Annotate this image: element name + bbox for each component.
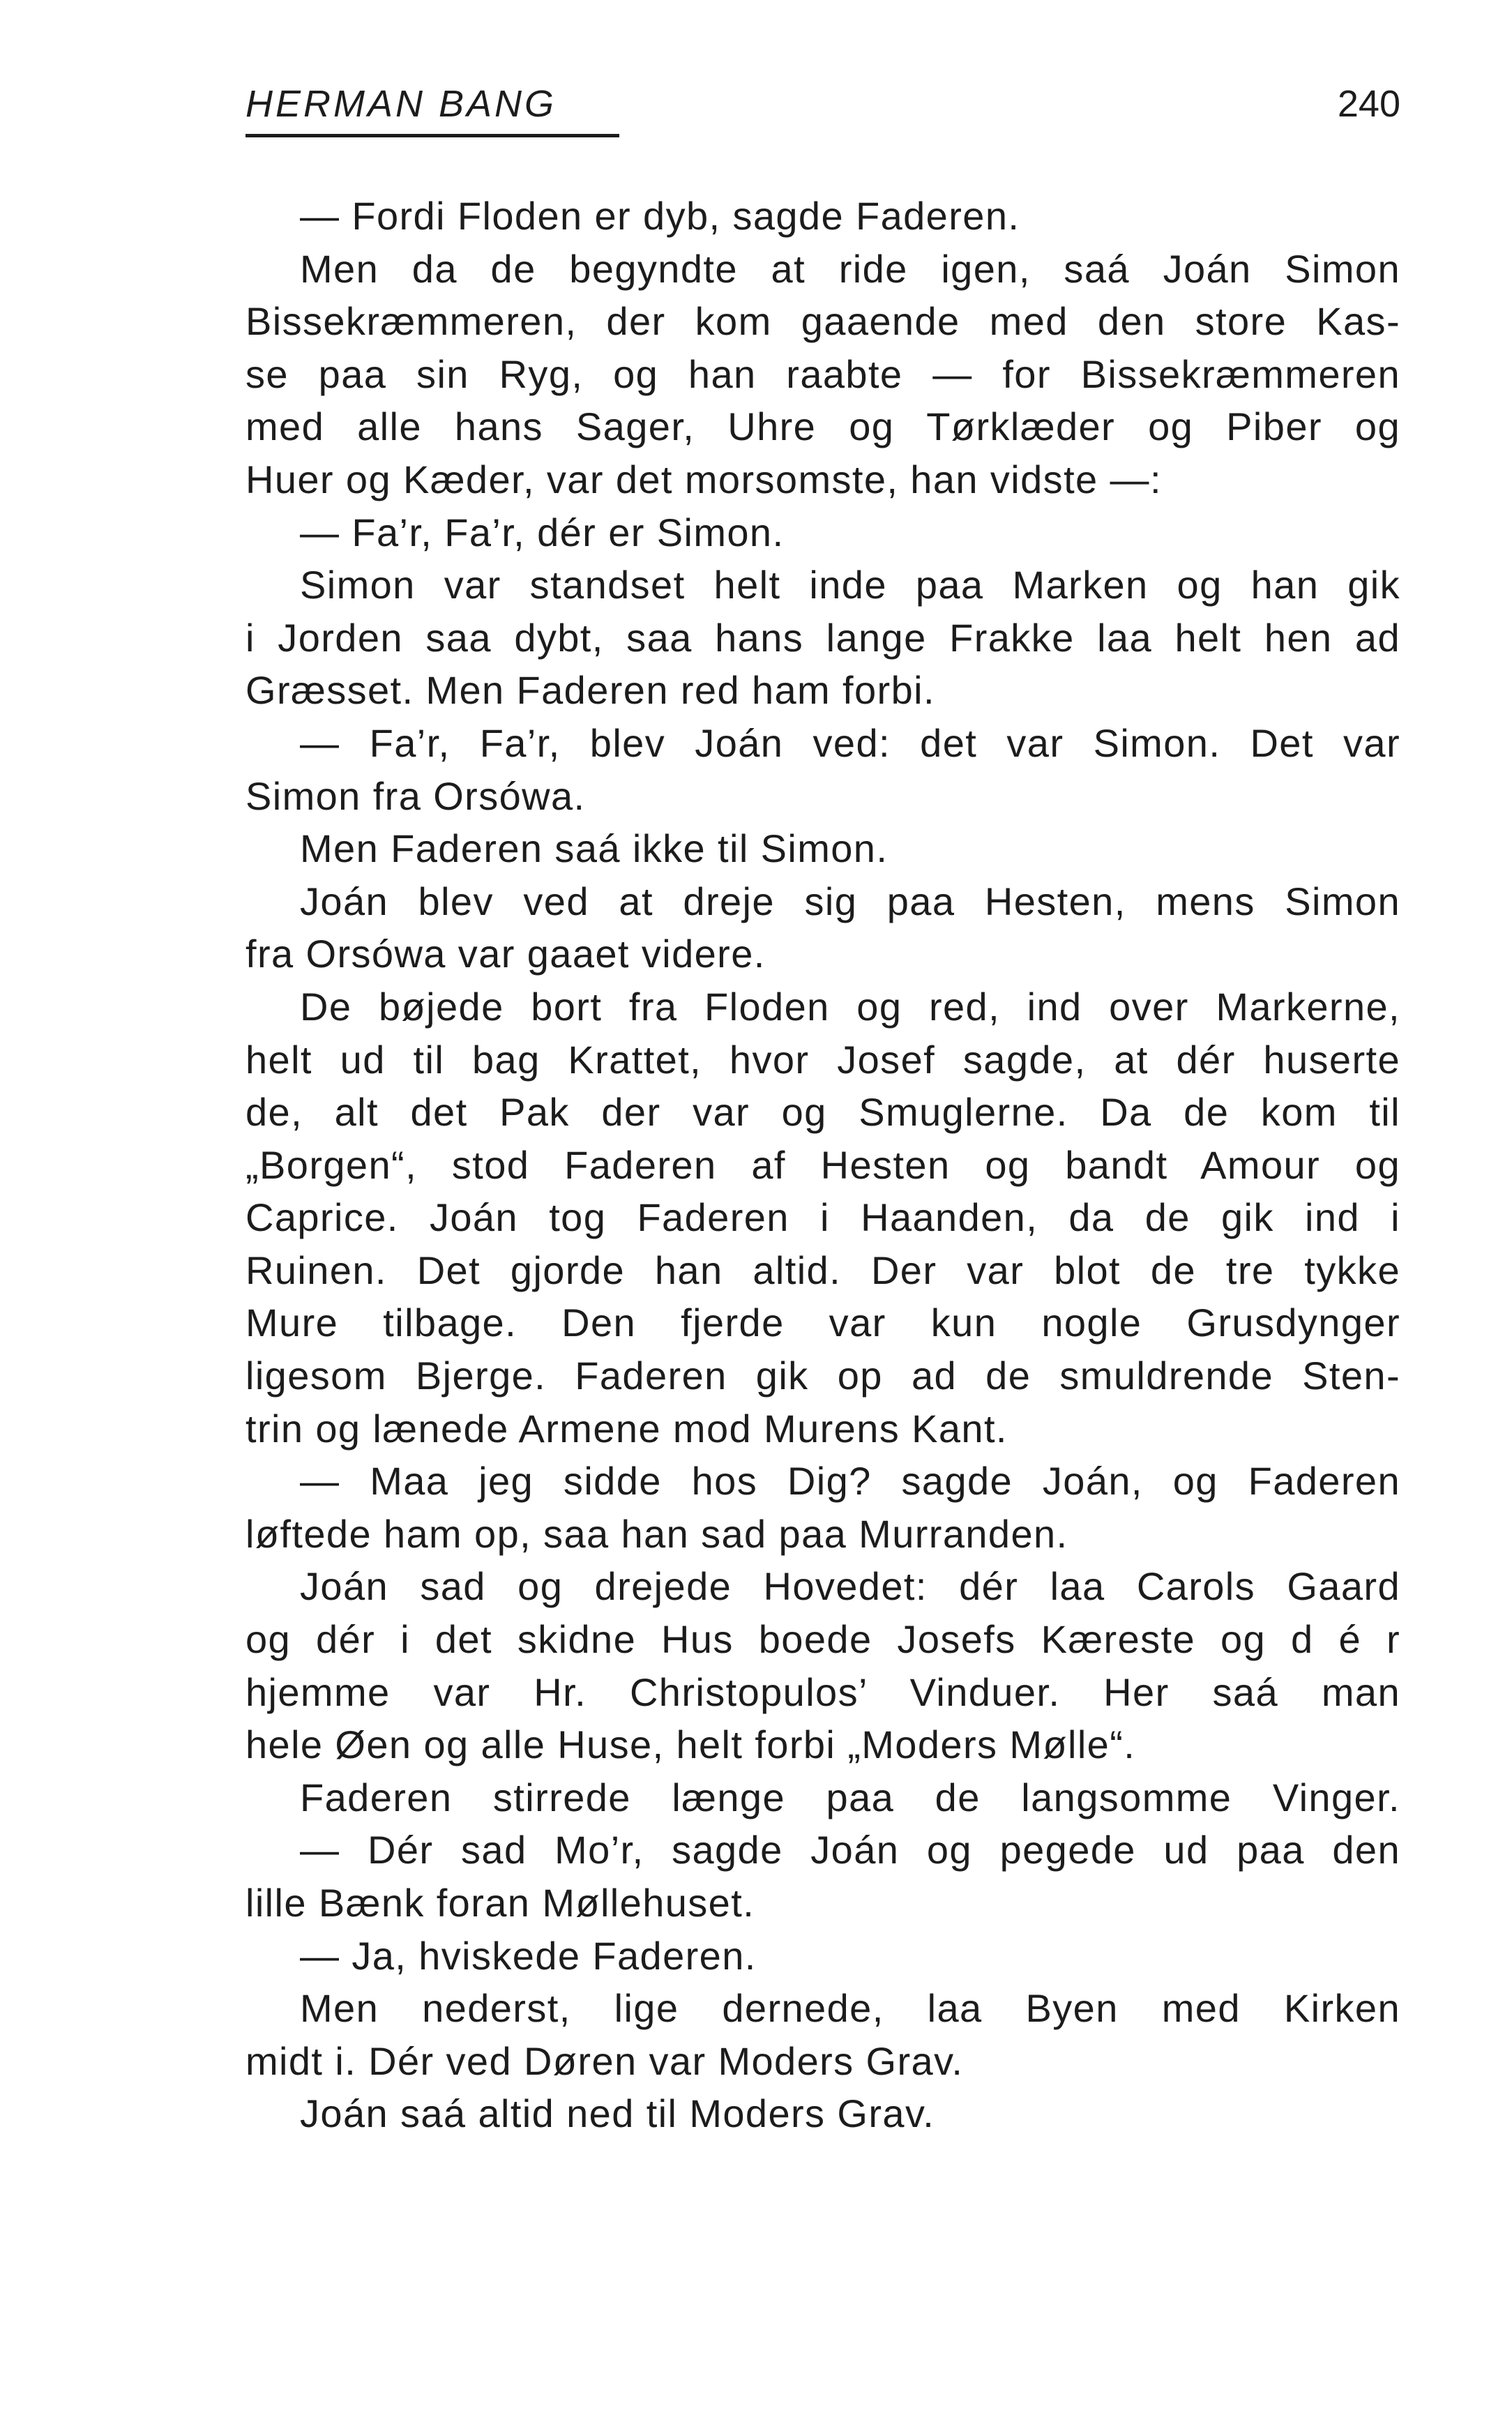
text-line: Men da de begyndte at ride igen, saá Joán Simon <box>300 246 1400 291</box>
text-line: Ruinen. Det gjorde han altid. Der var blot de tre tykke <box>245 1248 1400 1292</box>
header-rule <box>245 134 619 137</box>
text-line: Græsset. Men Faderen red ham forbi. <box>245 668 935 713</box>
text-line: — Fa’r, Fa’r, blev Joán ved: det var Simon. Det var <box>300 720 1400 765</box>
text-line: — Fa’r, Fa’r, dér er Simon. <box>300 510 785 554</box>
text-line: ligesom Bjerge. Faderen gik op ad de smuldrende Sten- <box>245 1354 1400 1398</box>
text-line: — Fordi Floden er dyb, sagde Faderen. <box>300 194 1020 238</box>
text-line: løftede ham op, saa han sad paa Murranden. <box>245 1511 1068 1556</box>
text-line: se paa sin Ryg, og han raabte — for Bissekræmmeren <box>245 351 1400 396</box>
text-line: „Borgen“, stod Faderen af Hesten og bandt Amour og <box>245 1142 1400 1187</box>
text-line: midt i. Dér ved Døren var Moders Grav. <box>245 2038 964 2083</box>
text-line: de, alt det Pak der var og Smuglerne. Da de kom til <box>245 1090 1400 1135</box>
text-line: Mure tilbage. Den fjerde var kun nogle Grusdynger <box>245 1301 1400 1345</box>
text-line: fra Orsówa var gaaet videre. <box>245 932 766 976</box>
text-line: med alle hans Sager, Uhre og Tørklæder og Piber og <box>245 404 1400 449</box>
text-line: — Ja, hviskede Faderen. <box>300 1933 757 1978</box>
text-line: lille Bænk foran Møllehuset. <box>245 1881 755 1925</box>
text-line: Men Faderen saá ikke til Simon. <box>300 826 889 871</box>
running-head: HERMAN BANG <box>245 83 557 125</box>
text-line: Joán blev ved at dreje sig paa Hesten, mens Simon <box>300 879 1400 923</box>
text-line: Bissekræmmeren, der kom gaaende med den store Kas- <box>245 299 1400 344</box>
text-line: Joán sad og drejede Hovedet: dér laa Carols Gaard <box>300 1564 1400 1609</box>
text-line: Simon var standset helt inde paa Marken og han gik <box>300 563 1400 607</box>
text-line: Caprice. Joán tog Faderen i Haanden, da de gik ind i <box>245 1195 1400 1240</box>
text-line: — Maa jeg sidde hos Dig? sagde Joán, og Faderen <box>300 1459 1400 1504</box>
text-line: Men nederst, lige dernede, laa Byen med Kirken <box>300 1986 1400 2031</box>
text-line: De bøjede bort fra Floden og red, ind over Markerne, <box>300 984 1400 1029</box>
body-text <box>245 190 1400 2140</box>
text-line: i Jorden saa dybt, saa hans lange Frakke laa helt hen ad <box>245 615 1400 660</box>
text-line: og dér i det skidne Hus boede Josefs Kæreste og d é r <box>245 1617 1400 1662</box>
text-line: Simon fra Orsówa. <box>245 773 586 818</box>
text-line: helt ud til bag Krattet, hvor Josef sagde, at dér huserte <box>245 1037 1400 1082</box>
text-line: trin og lænede Armene mod Murens Kant. <box>245 1406 1008 1451</box>
text-line: — Dér sad Mo’r, sagde Joán og pegede ud paa den <box>300 1828 1400 1872</box>
text-line: Huer og Kæder, var det morsomste, han vidste —: <box>245 457 1162 501</box>
text-line: hjemme var Hr. Christopulos’ Vinduer. Her saá man <box>245 1670 1400 1714</box>
text-line: Joán saá altid ned til Moders Grav. <box>300 2091 935 2136</box>
text-line: Faderen stirrede længe paa de langsomme Vinger. <box>300 1775 1400 1819</box>
page-number: 240 <box>1337 83 1400 125</box>
page-header <box>245 82 1400 145</box>
text-line: hele Øen og alle Huse, helt forbi „Moders Mølle“. <box>245 1723 1136 1767</box>
